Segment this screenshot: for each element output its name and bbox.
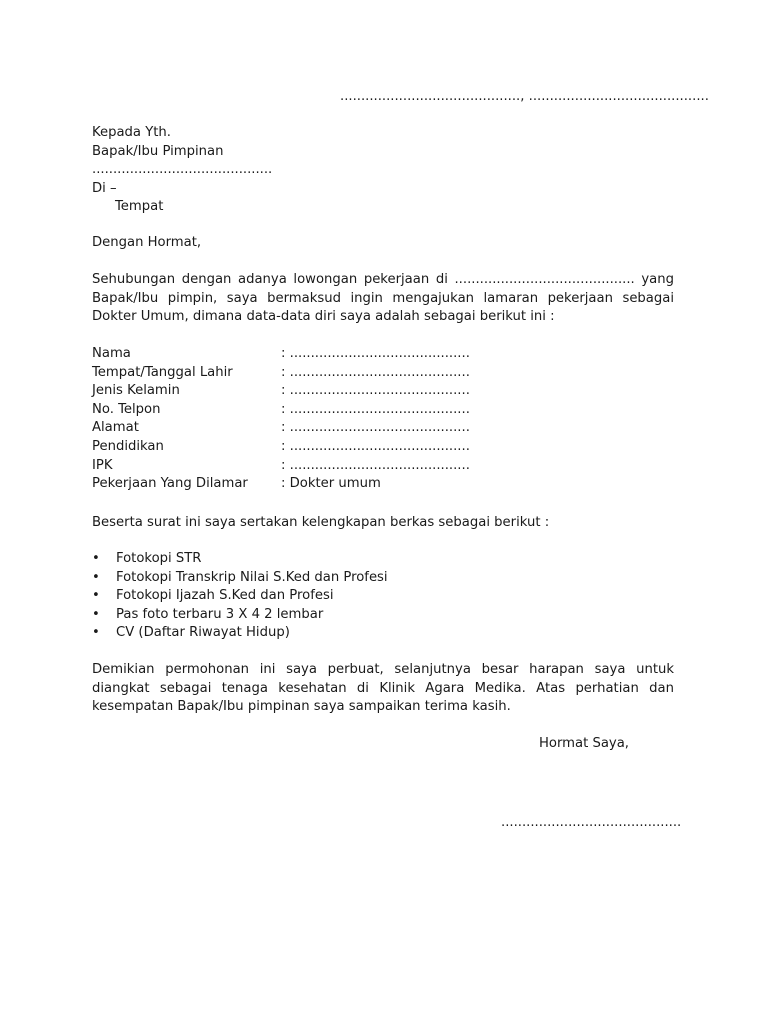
data-label: Tempat/Tanggal Lahir xyxy=(92,364,233,380)
data-label: Pekerjaan Yang Dilamar xyxy=(92,476,248,492)
data-row xyxy=(92,438,470,457)
data-value: : Dokter umum xyxy=(281,476,381,492)
data-label: No. Telpon xyxy=(92,401,161,417)
date-place-line: ..........................................., ........................................... xyxy=(340,89,709,104)
recipient-block xyxy=(92,124,272,217)
data-value: : ........................................... xyxy=(281,438,470,454)
closing-paragraph: Demikian permohonan ini saya perbuat, selanjutnya besar harapan saya untuk diangkat sebagai tenaga kesehatan di Klinik Agara Medika. Atas perhatian dan kesempatan Bapak/Ibu pimpinan saya sampaikan terima kasih. xyxy=(92,662,674,715)
list-item xyxy=(92,624,388,643)
data-value: : ........................................... xyxy=(281,346,470,361)
data-row xyxy=(92,475,470,494)
recipient-line-company: ........................................... xyxy=(92,162,273,178)
list-item xyxy=(92,550,388,569)
salutation: Dengan Hormat, xyxy=(92,235,202,250)
data-label: Alamat xyxy=(92,420,139,436)
data-row xyxy=(92,364,470,383)
data-label: Pendidikan xyxy=(92,438,164,454)
recipient-line-di: Di – xyxy=(92,180,117,196)
data-label: Jenis Kelamin xyxy=(92,383,180,399)
list-item xyxy=(92,606,388,625)
signature-line: ........................................... xyxy=(501,815,682,830)
data-value: : ........................................... xyxy=(281,364,470,380)
attachment-text: Fotokopi Transkrip Nilai S.Ked dan Profesi xyxy=(116,569,388,585)
bullet-icon: • xyxy=(92,588,100,604)
recipient-line-kepada: Kepada Yth. xyxy=(92,125,171,140)
personal-data-table xyxy=(92,345,470,494)
intro-paragraph: Sehubungan dengan adanya lowongan pekerjaan di ........................................... yang Bapak/Ibu pimpin, saya bermaksud ingin mengajukan lamaran pekerjaan sebagai Dokter Umum, dimana data-data diri saya adalah sebagai berikut ini : xyxy=(92,272,674,325)
attachment-text: Pas foto terbaru 3 X 4 2 lembar xyxy=(116,606,324,622)
data-label: IPK xyxy=(92,457,113,473)
attachments-intro: Beserta surat ini saya sertakan kelengkapan berkas sebagai berikut : xyxy=(92,515,550,530)
closing-greeting: Hormat Saya, xyxy=(539,736,629,751)
data-value: : ........................................... xyxy=(281,420,470,436)
data-value: : ........................................... xyxy=(281,457,470,473)
attachment-text: Fotokopi STR xyxy=(116,551,202,566)
data-row xyxy=(92,401,470,420)
data-row xyxy=(92,419,470,438)
attachments-list xyxy=(92,550,388,643)
list-item xyxy=(92,587,388,606)
bullet-icon: • xyxy=(92,551,100,566)
recipient-line-pimpinan: Bapak/Ibu Pimpinan xyxy=(92,143,224,159)
recipient-line-tempat: Tempat xyxy=(115,199,164,215)
attachment-text: Fotokopi Ijazah S.Ked dan Profesi xyxy=(116,588,334,604)
bullet-icon: • xyxy=(92,606,100,622)
data-value: : ........................................... xyxy=(281,383,470,399)
bullet-icon: • xyxy=(92,625,100,641)
list-item xyxy=(92,569,388,588)
data-row xyxy=(92,345,470,364)
data-value: : ........................................... xyxy=(281,401,470,417)
data-row xyxy=(92,382,470,401)
bullet-icon: • xyxy=(92,569,100,585)
data-row xyxy=(92,457,470,476)
data-label: Nama xyxy=(92,346,131,361)
attachment-text: CV (Daftar Riwayat Hidup) xyxy=(116,625,290,641)
